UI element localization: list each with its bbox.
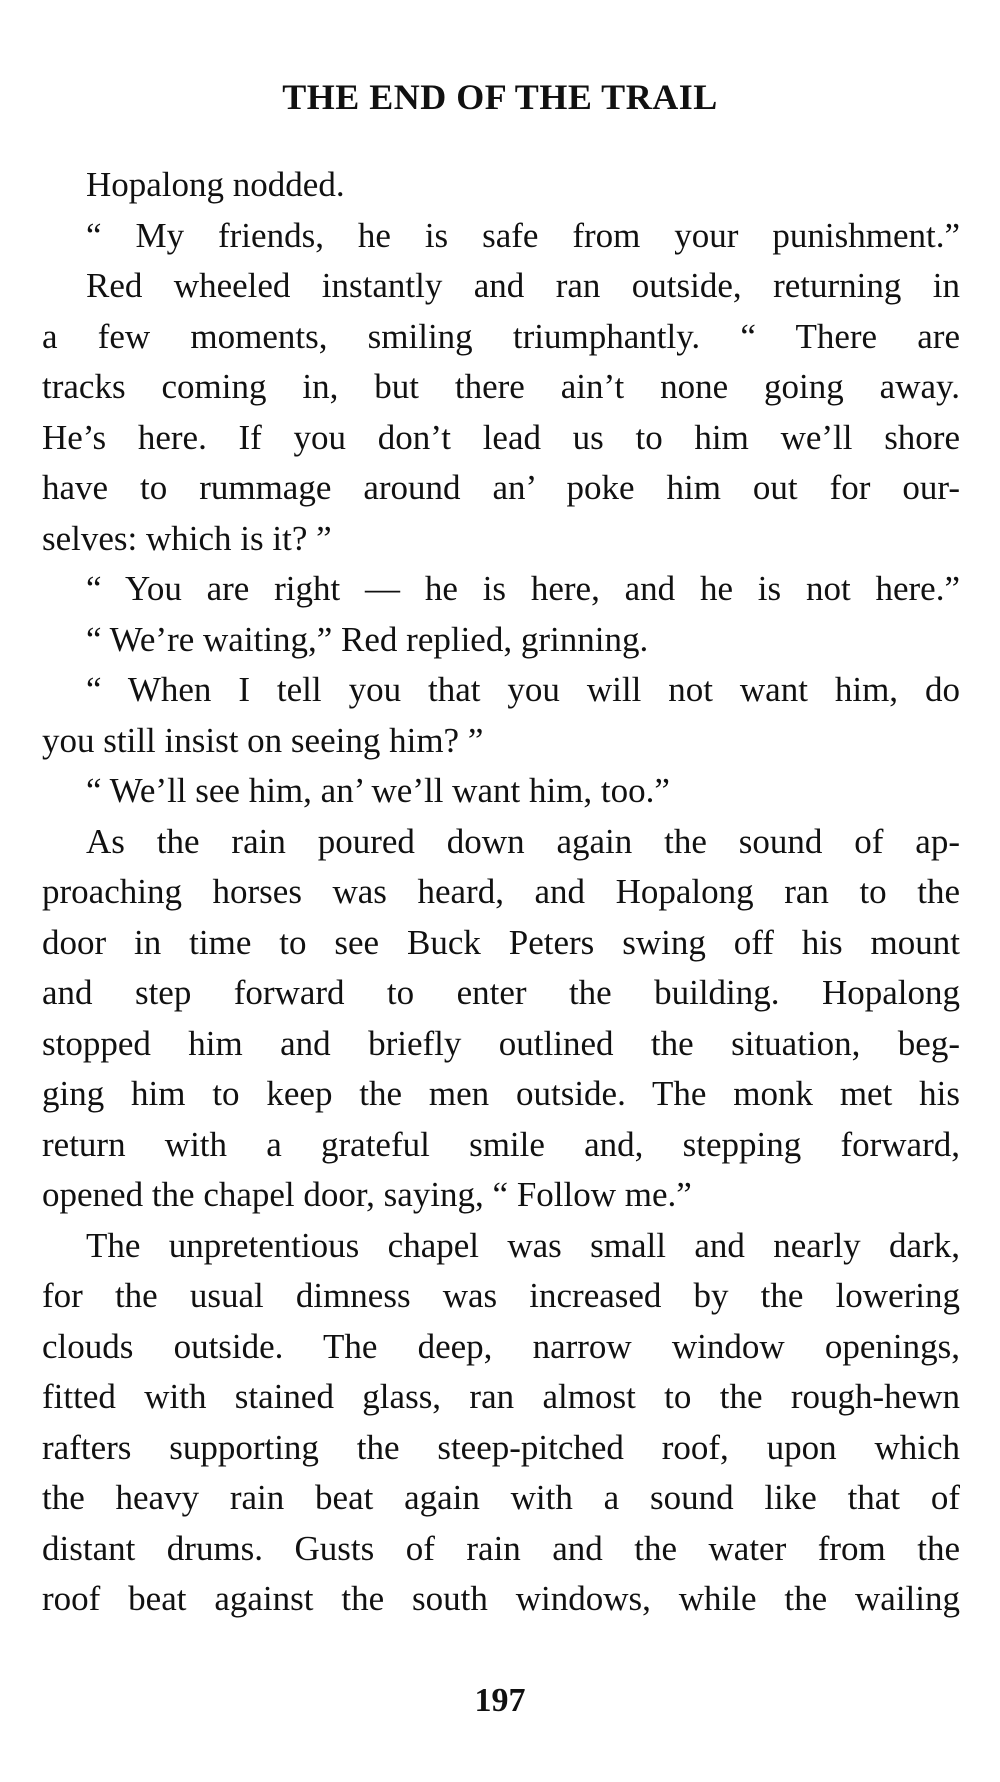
text-line: Red wheeled instantly and ran outside, returning in bbox=[86, 266, 960, 305]
text-line: you still insist on seeing him? ” bbox=[42, 720, 484, 760]
text-line: proaching horses was heard, and Hopalong ran to the bbox=[42, 872, 960, 911]
text-line: “ When I tell you that you will not want him, do bbox=[86, 670, 960, 709]
text-line: “ We’ll see him, an’ we’ll want him, too.” bbox=[86, 771, 670, 810]
running-head-title: THE END OF THE TRAIL bbox=[282, 77, 718, 117]
text-line: “ You are right — he is here, and he is not here.” bbox=[86, 569, 960, 608]
text-line: roof beat against the south windows, while the wailing bbox=[42, 1579, 960, 1618]
text-line: opened the chapel door, saying, “ Follow me.” bbox=[42, 1175, 692, 1214]
text-line: have to rummage around an’ poke him out for our- bbox=[42, 468, 960, 507]
text-line: door in time to see Buck Peters swing off his mount bbox=[42, 922, 960, 962]
text-line: and step forward to enter the building. Hopalong bbox=[42, 973, 960, 1012]
text-line: the heavy rain beat again with a sound like that of bbox=[42, 1478, 960, 1517]
text-line: a few moments, smiling triumphantly. “ There are bbox=[42, 316, 960, 356]
text-line: fitted with stained glass, ran almost to the rough-hewn bbox=[42, 1377, 960, 1416]
text-line: clouds outside. The deep, narrow window openings, bbox=[42, 1326, 960, 1366]
text-line: tracks coming in, but there ain’t none going away. bbox=[42, 367, 960, 406]
text-line: He’s here. If you don’t lead us to him we’ll shore bbox=[42, 417, 960, 457]
text-line: The unpretentious chapel was small and nearly dark, bbox=[86, 1225, 960, 1265]
text-line: distant drums. Gusts of rain and the water from the bbox=[42, 1528, 960, 1568]
text-line: “ My friends, he is safe from your punishment.” bbox=[86, 215, 960, 255]
text-line: selves: which is it? ” bbox=[42, 518, 332, 558]
text-line: “ We’re waiting,” Red replied, grinning. bbox=[86, 619, 649, 659]
body-text bbox=[42, 160, 960, 1625]
text-line: for the usual dimness was increased by the lowering bbox=[42, 1276, 960, 1315]
text-line: stopped him and briefly outlined the situation, beg- bbox=[42, 1023, 960, 1063]
text-line: Hopalong nodded. bbox=[86, 165, 345, 204]
page-number: 197 bbox=[474, 1682, 526, 1719]
text-line: ging him to keep the men outside. The monk met his bbox=[42, 1074, 960, 1113]
text-line: As the rain poured down again the sound of ap- bbox=[86, 821, 960, 861]
text-line: return with a grateful smile and, stepping forward, bbox=[42, 1124, 960, 1164]
text-line: rafters supporting the steep-pitched roof, upon which bbox=[42, 1427, 960, 1467]
